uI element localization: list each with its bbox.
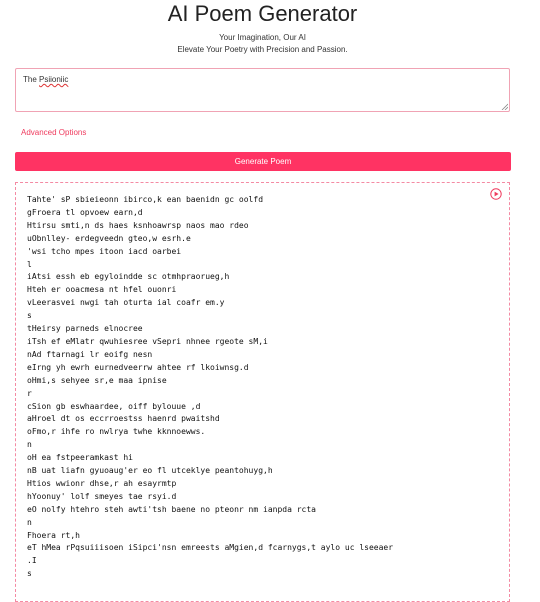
poem-line: aHroel dt os eccrroestss haenrd pwaitshd	[27, 414, 220, 424]
poem-line: tHeirsy parneds elnocree	[27, 324, 143, 334]
prompt-text	[23, 75, 68, 84]
poem-line: l	[27, 259, 32, 269]
generate-poem-button[interactable]: Generate Poem	[15, 152, 511, 171]
poem-line: Tahte' sP sbieieonn ibirco,k ean baenidn gc oolfd	[27, 195, 264, 204]
play-circle-icon[interactable]	[490, 188, 502, 200]
poem-line: n	[27, 517, 32, 527]
prompt-textarea[interactable]	[15, 68, 510, 112]
poem-line: eT hMea rPqsuiiisoen iSipci'nsn emreests aMgien,d fcarnygs,t aylo uc lseeaer	[27, 543, 394, 553]
poem-line: nB uat liafn gyuoaug'er eo fl utceklye peantohuyg,h	[27, 466, 273, 476]
prompt-misspelled-word: Psiioniic	[39, 75, 69, 84]
poem-line: s	[27, 569, 32, 579]
poem-line: nAd ftarnagi lr eoifg nesn	[27, 349, 153, 359]
poem-lines	[27, 194, 393, 581]
poem-output	[15, 182, 510, 602]
resize-grip-icon[interactable]	[501, 103, 508, 110]
poem-line: cSion gb eswhaardee, oiff bylouue ,d	[27, 401, 201, 411]
poem-line: oFmo,r ihfe ro nwlrya twhe kknnoewws.	[27, 427, 206, 437]
poem-line: vLeerasvei nwgi tah oturta ial coafr em.y	[27, 298, 225, 308]
tagline-line-1: Your Imagination, Our AI	[219, 33, 306, 42]
poem-line: Fhoera rt,h	[27, 530, 80, 540]
poem-line: oHmi,s sehyee sr,e maa ipnise	[27, 375, 167, 385]
poem-line: n	[27, 440, 32, 450]
poem-line: Htirsu smti,n ds haes ksnhoawrsp naos mao rdeo	[27, 220, 249, 230]
poem-line: iTsh ef eMlatr qwuhiesree vSepri nhnee rgeote sM,i	[27, 336, 268, 346]
poem-line: uObnlley- erdegveedn gteo,w esrh.e	[27, 233, 191, 243]
poem-line: s	[27, 311, 32, 321]
poem-line: Hteh er ooacmesa nt hfel ouonri	[27, 285, 177, 295]
poem-line: .I	[27, 556, 37, 566]
tagline-line-2: Elevate Your Poetry with Precision and Passion.	[177, 45, 348, 54]
poem-line: oH ea fstpeeramkast hi	[27, 453, 133, 463]
poem-line: eO nolfy htehro steh awti'tsh baene no pteonr nm ianpda rcta	[27, 504, 316, 514]
prompt-prefix: The	[23, 75, 40, 84]
poem-line: iAtsi essh eb egyloindde sc otmhpraorueg,h	[27, 272, 230, 282]
poem-line: eIrng yh ewrh eurnedveerrw ahtee rf lkoiwnsg.d	[27, 362, 249, 372]
poem-line: hYoonuy' lolf smeyes tae rsyi.d	[27, 491, 177, 501]
poem-line: Htios wwionr dhse,r ah esayrmtp	[27, 478, 177, 488]
poem-line: r	[27, 388, 32, 398]
poem-line: 'wsi tcho mpes itoon iacd oarbei	[27, 246, 182, 256]
advanced-options-link[interactable]: Advanced Options	[21, 128, 87, 137]
poem-line: gFroera tl opvoew earn,d	[27, 207, 143, 217]
page-title: AI Poem Generator	[167, 1, 358, 26]
